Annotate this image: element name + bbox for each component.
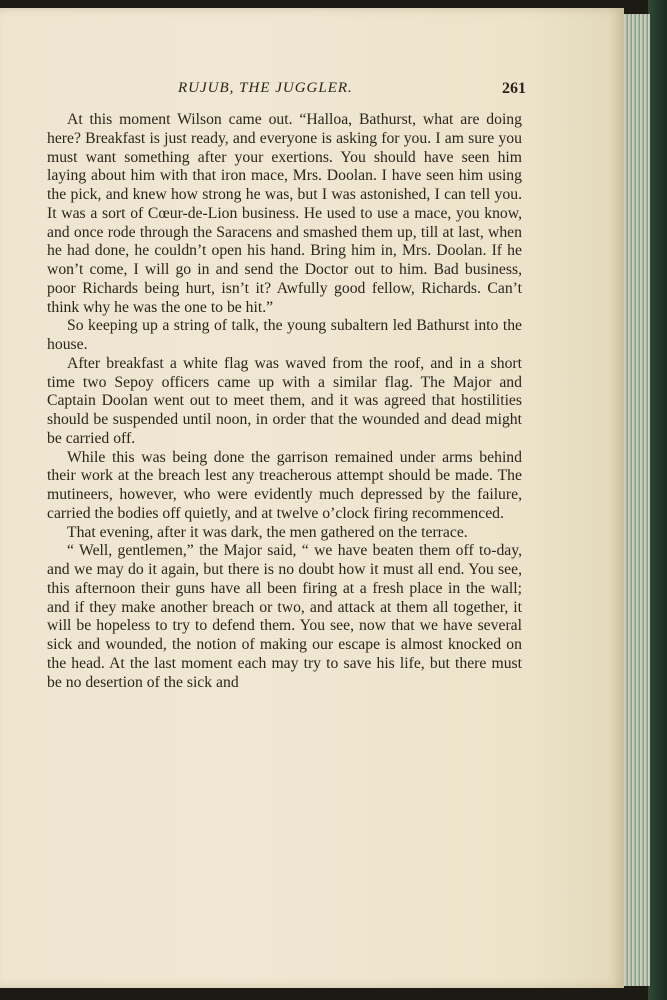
running-title: RUJUB, THE JUGGLER. xyxy=(178,80,353,96)
paragraph: While this was being done the garrison remained under arms behind their work at the breach lest any treacherous attempt should be made. The mutineers, however, who were evidently much depressed by the failure, carried the bodies off quietly, and at twelve o’clock firing recommenced. xyxy=(47,448,522,522)
paragraph: After breakfast a white flag was waved from the roof, and in a short time two Sepoy officers came up with a similar flag. The Major and Captain Doolan went out to meet them, and it was agreed that hostilities should be suspended until noon, in order that the wounded and dead might be carried off. xyxy=(47,354,522,447)
book-page xyxy=(0,8,624,988)
paragraph: That evening, after it was dark, the men gathered on the terrace. xyxy=(67,523,468,541)
page-edges xyxy=(620,14,650,986)
paragraph: So keeping up a string of talk, the young subaltern led Bathurst into the house. xyxy=(47,317,522,353)
page-header xyxy=(64,80,526,104)
page-number: 261 xyxy=(502,80,526,97)
book-cover-edge xyxy=(648,0,667,1000)
body-text xyxy=(47,111,522,692)
paragraph: “ Well, gentlemen,” the Major said, “ we have beaten them off to-day, and we may do it again, but there is no doubt how it must all end. You see, this afternoon their guns have all been firing at a fresh place in the wall; and if they make another breach or two, and attack at them all together, it will be hopeless to try to defend them. You see, now that we have several sick and wounded, the notion of making our escape is almost knocked on the head. At the last moment each may try to save his life, but there must be no desertion of the sick and xyxy=(47,542,522,691)
paragraph: At this moment Wilson came out. “Halloa, Bathurst, what are doing here? Breakfast is just ready, and everyone is asking for you. I am sure you must want something after your exertions. You should have seen him laying about him with that iron mace, Mrs. Doolan. I have seen him using the pick, and knew how strong he was, but I was astonished, I can tell you. It was a sort of Cœur-de-Lion business. He used to use a mace, you know, and once rode through the Saracens and smashed them up, till at last, when he had done, he couldn’t open his hand. Bring him in, Mrs. Doolan. If he won’t come, I will go in and send the Doctor out to him. Bad business, poor Richards being hurt, isn’t it? Awfully good fellow, Richards. Can’t think why he was the one to be hit.” xyxy=(47,111,522,316)
